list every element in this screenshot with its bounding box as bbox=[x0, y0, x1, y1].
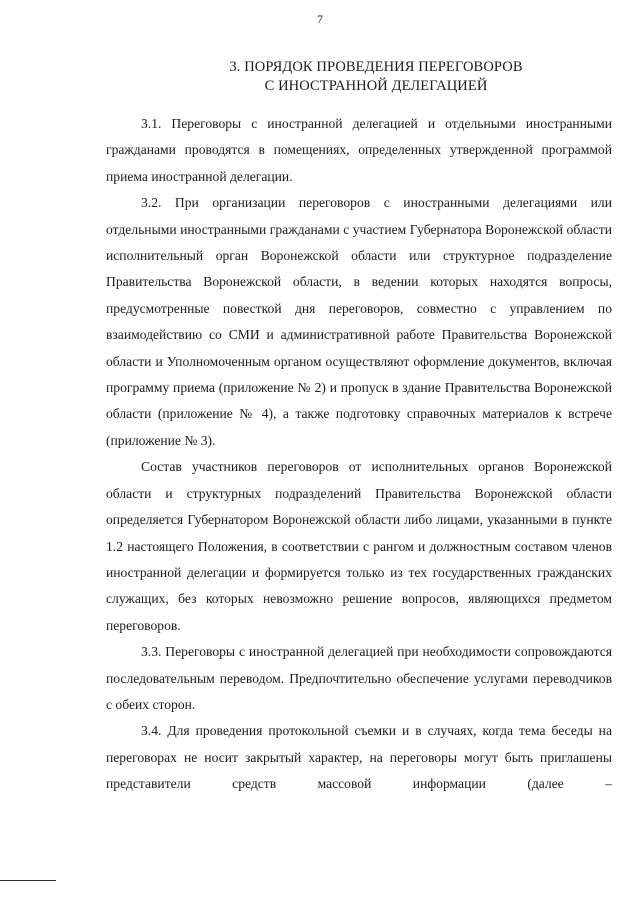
paragraph-3-4: 3.4. Для проведения протокольной съемки и в случаях, когда тема беседы на переговорах не носит закрытый характер, на переговоры могут быть приглашены представители средств массовой информации (далее – bbox=[106, 723, 612, 792]
page-number: 7 bbox=[317, 12, 323, 26]
paragraph-3-2: 3.2. При организации переговоров с иностранными делегациями или отдельными иностранными гражданами с участием Губернатора Воронежской области исполнительный орган Воронежской области или структурное подразделение Правительства Воронежской области, в ведении которых находятся вопросы, предусмотренные повесткой дня переговоров, совместно с управлением по взаимодействию со СМИ и административной работе Правительства Воронежской области и Уполномоченным органом осуществляют оформление документов, включая программу приема (приложение № 2) и пропуск в здание Правительства Воронежской области (приложение № 4), а также подготовку справочных материалов к встрече (приложение № 3). bbox=[106, 195, 612, 448]
section-title bbox=[0, 58, 640, 96]
section-title-line-2: С ИНОСТРАННОЙ ДЕЛЕГАЦИЕЙ bbox=[264, 78, 488, 94]
footnote-divider bbox=[0, 880, 56, 881]
paragraph-3-1: 3.1. Переговоры с иностранной делегацией и отдельными иностранными гражданами проводятся в помещениях, определенных утвержденной программой приема иностранной делегации. bbox=[106, 116, 612, 184]
paragraph-3-3: 3.3. Переговоры с иностранной делегацией при необходимости сопровождаются последовательным переводом. Предпочтительно обеспечение услугами переводчиков с обеих сторон. bbox=[106, 644, 612, 712]
body-text bbox=[106, 111, 612, 798]
section-title-line-1: 3. ПОРЯДОК ПРОВЕДЕНИЯ ПЕРЕГОВОРОВ bbox=[229, 59, 523, 75]
paragraph-participants: Состав участников переговоров от исполнительных органов Воронежской области и структурных подразделений Правительства Воронежской области определяется Губернатором Воронежской области либо лицами, указанными в пункте 1.2 настоящего Положения, в соответствии с рангом и должностным составом членов иностранной делегации и формируется только из тех государственных гражданских служащих, без которых невозможно решение вопросов, являющихся предметом переговоров. bbox=[106, 459, 612, 633]
